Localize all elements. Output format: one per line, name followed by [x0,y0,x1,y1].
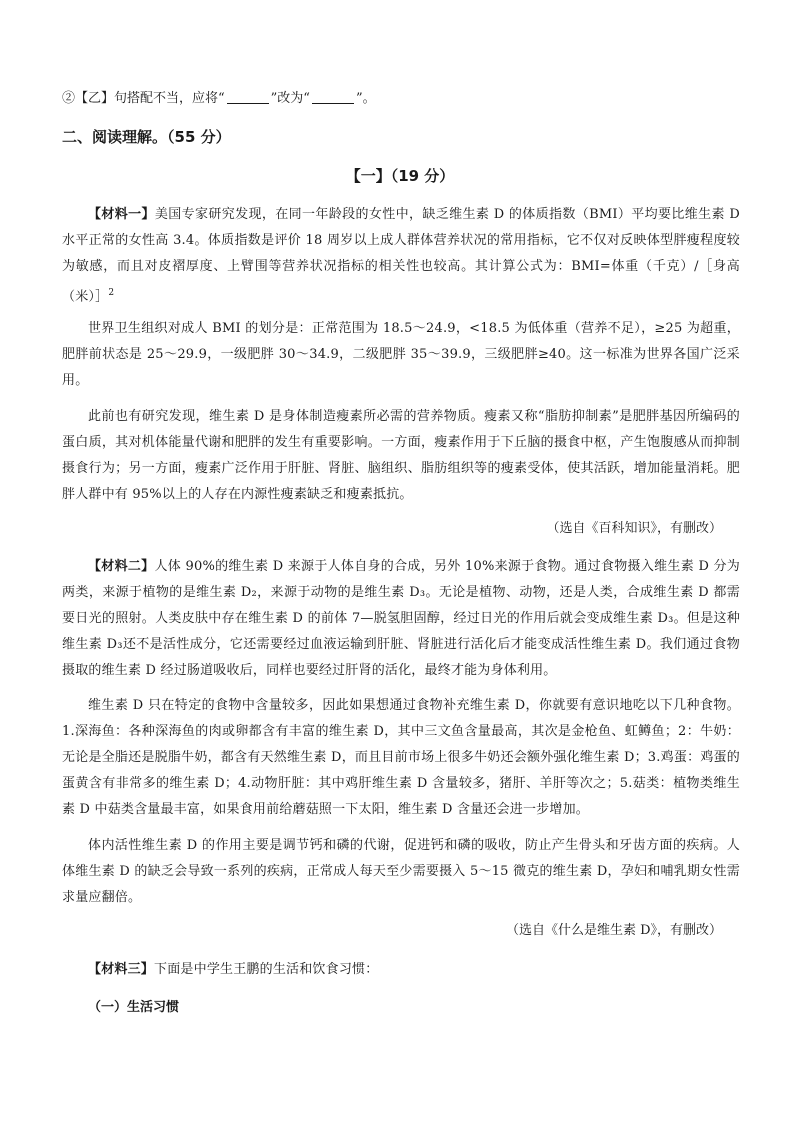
question-2-suffix: ”。 [355,91,376,106]
section-title: 二、阅读理解。（55 分） [62,128,231,146]
question-2-middle: ”改为“ [270,91,310,106]
question-2-line [62,86,738,112]
material-2-paragraph-1 [62,554,740,684]
material-3-intro-text: 下面是中学生王鹏的生活和饮食习惯： [154,962,379,977]
material-1-paragraph-2: 世界卫生组织对成人 BMI 的划分是：正常范围为 18.5～24.9，<18.5 为低体重（营养不足），≥25 为超重，肥胖前状态是 25～29.9，一级肥胖 30～34.9，二级肥胖 35～39.9，三级肥胖≥40。这一标准为世界各国广泛采用。 [62,321,740,388]
material-2-paragraph-2: 维生素 D 只在特定的食物中含量较多，因此如果想通过食物补充维生素 D，你就要有意识地吃以下几种食物。1.深海鱼：各种深海鱼的肉或卵都含有丰富的维生素 D，其中三文鱼含量最高，其次是金枪鱼、虹鳟鱼；2：牛奶：无论是全脂还是脱脂牛奶，都含有天然维生素 D，而且目前市场上很多牛奶还会额外强化维生素 D；3.鸡蛋：鸡蛋的蛋黄含有非常多的维生素 D；4.动物肝脏：其中鸡肝维生素 D 含量较多，猪肝、羊肝等次之；5.菇类：植物类维生素 D 中菇类含量最丰富，如果食用前给蘑菇照一下太阳，维生素 D 含量还会进一步增加。 [62,698,740,817]
material-2-p1-text: 人体 90%的维生素 D 来源于人体自身的合成，另外 10%来源于食物。通过食物摄入维生素 D 分为两类，来源于植物的是维生素 D₂，来源于动物的是维生素 D₃。无论是植物、动物，还是人类，合成维生素 D 都需要日光的照射。人类皮肤中存在维生素 D 的前体 7—脱氢胆固醇，经过日光的作用后就会变成维生素 D₃。但是这种维生素 D₃还不是活性成分，它还需要经过血液运输到肝脏、肾脏进行活化后才能变成活性维生素 D。我们通过食物摄取的维生素 D 经过肠道吸收后，同样也要经过肝肾的活化，最终才能为身体利用。 [62,559,740,678]
material-2-paragraph-3: 体内活性维生素 D 的作用主要是调节钙和磷的代谢，促进钙和磷的吸收，防止产生骨头和牙齿方面的疾病。人体维生素 D 的缺乏会导致一系列的疾病，正常成人每天至少需要摄入 5～15 微克的维生素 D，孕妇和哺乳期女性需求量应翻倍。 [62,838,740,905]
material-3-intro [62,957,740,983]
material-1-p1-text: 美国专家研究发现，在同一年龄段的女性中，缺乏维生素 D 的体质指数（BMI）平均要比维生素 D 水平正常的女性高 3.4。体质指数是评价 18 周岁以上成人群体营养状况的常用指标，它不仅对反映体型胖瘦程度较为敏感，而且对皮褶厚度、上臂围等营养状况指标的相关性也较高。其计算公式为：BMI=体重（千克）/［身高（米）］ [62,207,740,305]
material-3-tag: 【材料三】 [88,962,155,977]
material-2-tag: 【材料二】 [88,559,155,574]
part-title: 【一】（19 分） [345,167,455,185]
answer-blank-1[interactable] [227,89,269,104]
material-1-source: （选自《百科知识》，有删改） [546,521,722,536]
material-2-source: （选自《什么是维生素 D》，有删改） [505,923,722,938]
answer-blank-2[interactable] [312,89,354,104]
material-3-subheading: （一）生活习惯 [88,1000,180,1015]
question-2-prefix: ②【乙】句搭配不当，应将“ [62,91,225,106]
material-1-paragraph-1 [62,202,740,310]
material-1-paragraph-3: 此前也有研究发现，维生素 D 是身体制造瘦素所必需的营养物质。瘦素又称“脂肪抑制素”是肥胖基因所编码的蛋白质，其对机体能量代谢和肥胖的发生有重要影响。一方面，瘦素作用于下丘脑的摄食中枢，产生饱腹感从而抑制摄食行为；另一方面，瘦素广泛作用于肝脏、肾脏、脑组织、脂肪组织等的瘦素受体，使其活跃，增加能量消耗。肥胖人群中有 95%以上的人存在内源性瘦素缺乏和瘦素抵抗。 [62,409,740,502]
material-1-tag: 【材料一】 [88,207,155,222]
material-1-p1-superscript: 2 [108,288,115,298]
